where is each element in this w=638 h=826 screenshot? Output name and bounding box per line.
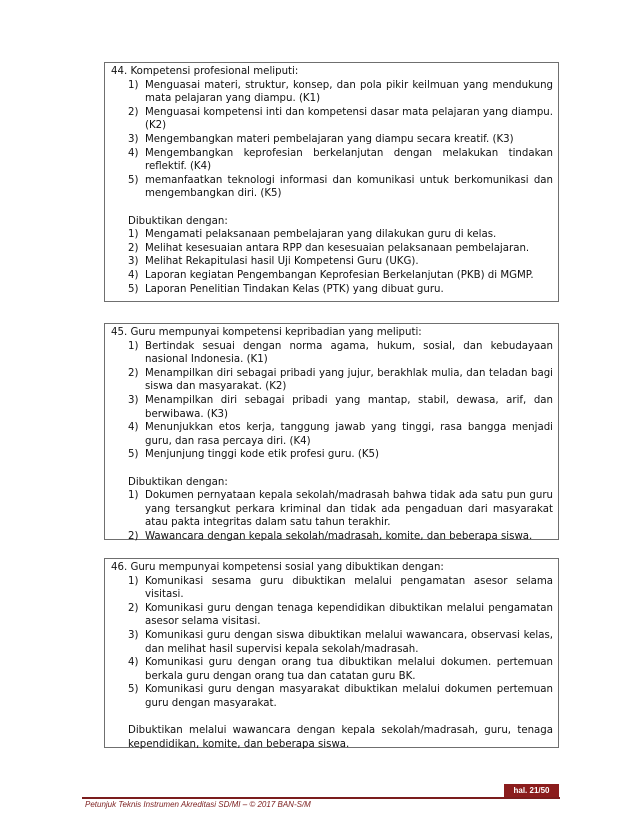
- list-item: 2) Komunikasi guru dengan tenaga kependidikan dibuktikan melalui pengamatan asesor selama visitasi.: [128, 602, 553, 628]
- list-item: 4) Menunjukkan etos kerja, tanggung jawab yang tinggi, rasa bangga menjadi guru, dan rasa percaya diri. (K4): [128, 422, 553, 447]
- list-item: 1) Mengamati pelaksanaan pembelajaran yang dilakukan guru di kelas.: [128, 229, 497, 241]
- section-44: [104, 62, 559, 302]
- list-item: 1) Komunikasi sesama guru dibuktikan melalui pengamatan asesor selama visitasi.: [128, 575, 553, 601]
- list-item: 1) Menguasai materi, struktur, konsep, dan pola pikir keilmuan yang mendukung mata pelajaran yang diampu. (K1): [128, 79, 553, 105]
- competency-list: [111, 340, 553, 462]
- list-item: 2) Menguasai kompetensi inti dan kompetensi dasar mata pelajaran yang diampu. (K2): [128, 106, 553, 132]
- list-item: 4) Mengembangkan keprofesian berkelanjutan dengan melakukan tindakan reflektif. (K4): [128, 147, 553, 173]
- list-item: 2) Melihat kesesuaian antara RPP dan kesesuaian pelaksanaan pembelajaran.: [128, 242, 530, 254]
- list-item: 3) Menampilkan diri sebagai pribadi yang mantap, stabil, dewasa, arif, dan berwibawa. (K3): [128, 394, 553, 420]
- list-item: 3) Komunikasi guru dengan siswa dibuktikan melalui wawancara, observasi kelas, dan melihat hasil supervisi kepala sekolah/madrasah.: [128, 629, 553, 655]
- section-title: 45. Guru mempunyai kompetensi kepribadian yang meliputi:: [111, 327, 422, 338]
- list-item: 5) Menjunjung tinggi kode etik profesi guru. (K5): [128, 449, 380, 461]
- section-46: [104, 558, 559, 748]
- section-title: 46. Guru mempunyai kompetensi sosial yang dibuktikan dengan:: [111, 562, 444, 573]
- list-item: 5) memanfaatkan teknologi informasi dan komunikasi untuk berkomunikasi dan mengembangkan diri. (K5): [128, 174, 553, 200]
- evidence-heading: Dibuktikan dengan:: [128, 215, 228, 227]
- evidence-list: [111, 489, 553, 543]
- evidence-heading: Dibuktikan dengan:: [128, 476, 228, 488]
- list-item: 1) Bertindak sesuai dengan norma agama, hukum, sosial, dan kebudayaan nasional Indonesia. (K1): [128, 340, 553, 366]
- closing-paragraph: Dibuktikan melalui wawancara dengan kepala sekolah/madrasah, guru, tenaga kependidikan, komite, dan beberapa siswa.: [128, 725, 553, 750]
- list-item: 3) Mengembangkan materi pembelajaran yang diampu secara kreatif. (K3): [128, 133, 514, 145]
- competency-list: [111, 79, 553, 201]
- footer-divider: [82, 797, 560, 799]
- list-item: 3) Melihat Rekapitulasi hasil Uji Kompetensi Guru (UKG).: [128, 256, 419, 268]
- list-item: 4) Komunikasi guru dengan orang tua dibuktikan melalui dokumen. pertemuan berkala guru dengan orang tua dan catatan guru BK.: [128, 657, 553, 682]
- evidence-list: [111, 228, 553, 296]
- list-item: 2) Menampilkan diri sebagai pribadi yang jujur, berakhlak mulia, dan teladan bagi siswa dan masyarakat. (K2): [128, 367, 553, 393]
- section-45: [104, 323, 559, 540]
- list-item: 5) Laporan Penelitian Tindakan Kelas (PTK) yang dibuat guru.: [128, 283, 444, 295]
- section-title: 44. Kompetensi profesional meliputi:: [111, 66, 299, 77]
- competency-list: [111, 575, 553, 711]
- list-item: 5) Komunikasi guru dengan masyarakat dibuktikan melalui dokumen pertemuan guru dengan masyarakat.: [128, 684, 553, 709]
- list-item: 4) Laporan kegiatan Pengembangan Keprofesian Berkelanjutan (PKB) di MGMP.: [128, 269, 534, 281]
- list-item: 2) Wawancara dengan kepala sekolah/madrasah, komite, dan beberapa siswa.: [128, 530, 533, 542]
- footer-text: Petunjuk Teknis Instrumen Akreditasi SD/MI – © 2017 BAN-S/M: [85, 800, 311, 809]
- page-number-badge: hal. 21/50: [504, 784, 559, 798]
- list-item: 1) Dokumen pernyataan kepala sekolah/madrasah bahwa tidak ada satu pun guru yang tersangkut perkara kriminal dan tidak ada pengaduan dari masyarakat atau pakta integritas dalam satu tahun terakhir.: [128, 490, 553, 529]
